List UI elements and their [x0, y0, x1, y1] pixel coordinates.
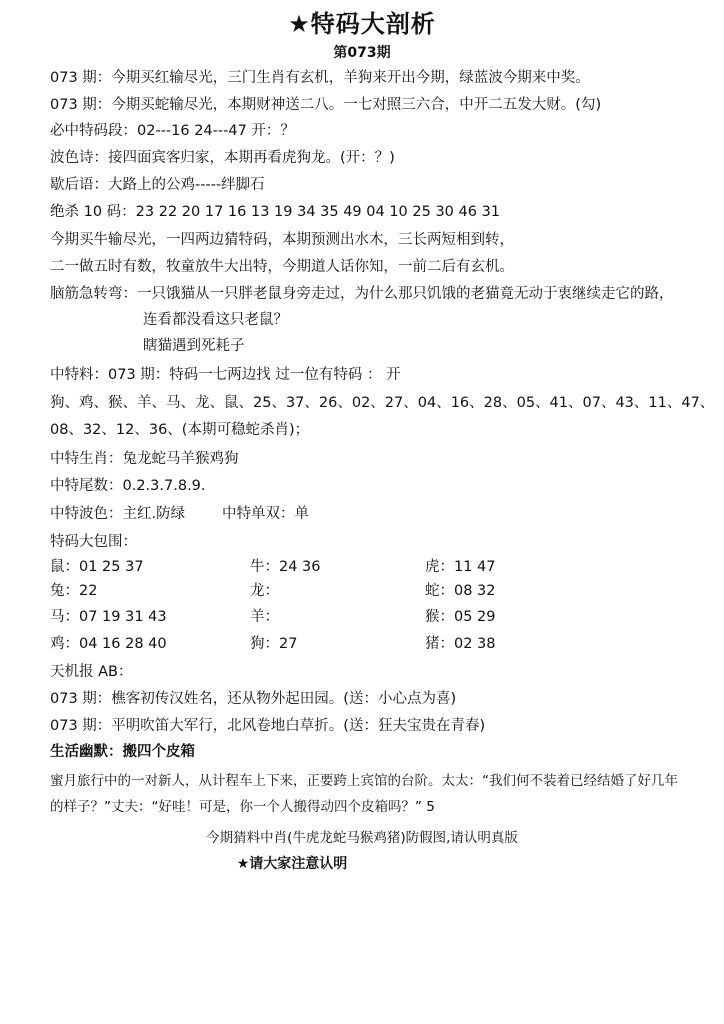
line-22: 生活幽默：搬四个皮箱: [50, 744, 195, 760]
line-25: 今期猜料中肖(牛虎龙蛇马猴鸡猪)防假图,请认明真版: [206, 830, 518, 846]
zodiac-row-1-b: 牛：24 36: [250, 559, 321, 575]
line-7: 今期买牛输尽光，一四两边猜特码，本期预测出水木，三长两短相到转，: [50, 232, 514, 248]
zodiac-row-3-b: 羊：: [250, 609, 279, 625]
zodiac-row-3-c: 猴：05 29: [425, 609, 496, 625]
line-11: 瞎猫遇到死耗子: [143, 338, 245, 354]
page-title: ★特码大剖析: [288, 10, 436, 38]
line-12: 中特料：073 期：特码一七两边找 过一位有特码 ： 开: [50, 367, 401, 383]
line-16: 中特尾数：0.2.3.7.8.9.: [50, 478, 206, 494]
zodiac-row-2-a: 兔：22: [50, 583, 98, 599]
zodiac-row-4-c: 猪：02 38: [425, 636, 496, 652]
line-19: 天机报 AB：: [50, 664, 133, 680]
zodiac-row-4-a: 鸡：04 16 28 40: [50, 636, 167, 652]
line-10: 连看都没看这只老鼠？: [143, 312, 288, 328]
line-3: 必中特码段：02---16 24---47 开：？: [50, 123, 295, 139]
line-5: 歇后语：大路上的公鸡-----绊脚石: [50, 177, 265, 193]
line-8: 二一做五时有数，牧童放牛大出特，今期道人话你知，一前二后有玄机。: [50, 259, 514, 275]
line-20: 073 期：樵客初传汉姓名，还从物外起田园。(送：小心点为喜): [50, 691, 457, 707]
zodiac-row-1-a: 鼠：01 25 37: [50, 559, 144, 575]
line-1: 073 期：今期买红输尽光，三门生肖有玄机，羊狗来开出今期，绿蓝波今期来中奖。: [50, 70, 590, 86]
line-17b: 中特单双：单: [222, 506, 309, 522]
line-15: 中特生肖：兔龙蛇马羊猴鸡狗: [50, 451, 239, 467]
zodiac-row-3-a: 马：07 19 31 43: [50, 609, 167, 625]
line-21: 073 期：平明吹笛大军行，北风卷地白草折。(送：狂夫宝贵在青春): [50, 718, 486, 734]
line-24: 的样子？”丈夫：“好哇！可是，你一个人搬得动四个皮箱吗？” 5: [50, 799, 435, 815]
line-9: 脑筋急转弯：一只饿猫从一只胖老鼠身旁走过，为什么那只饥饿的老猫竟无动于衷继续走它的路，: [50, 286, 674, 302]
zodiac-row-2-b: 龙：: [250, 583, 279, 599]
zodiac-row-1-c: 虎：11 47: [425, 559, 496, 575]
line-4: 波色诗：接四面宾客归家，本期再看虎狗龙。(开：？): [50, 150, 395, 166]
zodiac-row-2-c: 蛇：08 32: [425, 583, 496, 599]
line-26: ★请大家注意认明: [236, 856, 348, 872]
issue-number: 第073期: [333, 45, 391, 61]
line-17a: 中特波色：主红.防绿: [50, 506, 186, 522]
zodiac-row-4-b: 狗：27: [250, 636, 298, 652]
line-6: 绝杀 10 码：23 22 20 17 16 13 19 34 35 49 04 10 25 30 46 31: [50, 204, 501, 220]
line-14: 08、32、12、36、(本期可稳蛇杀肖)；: [50, 422, 310, 438]
line-18: 特码大包围：: [50, 534, 137, 550]
line-2: 073 期：今期买蛇输尽光，本期财神送二八。一七对照三六合，中开二五发大财。(勾): [50, 97, 602, 113]
line-23: 蜜月旅行中的一对新人，从计程车上下来，正要跨上宾馆的台阶。太太：“我们何不装着已经结婚了好几年: [50, 773, 678, 789]
line-13: 狗、鸡、猴、羊、马、龙、鼠、25、37、26、02、27、04、16、28、05、41、07、43、11、47、: [50, 395, 715, 411]
